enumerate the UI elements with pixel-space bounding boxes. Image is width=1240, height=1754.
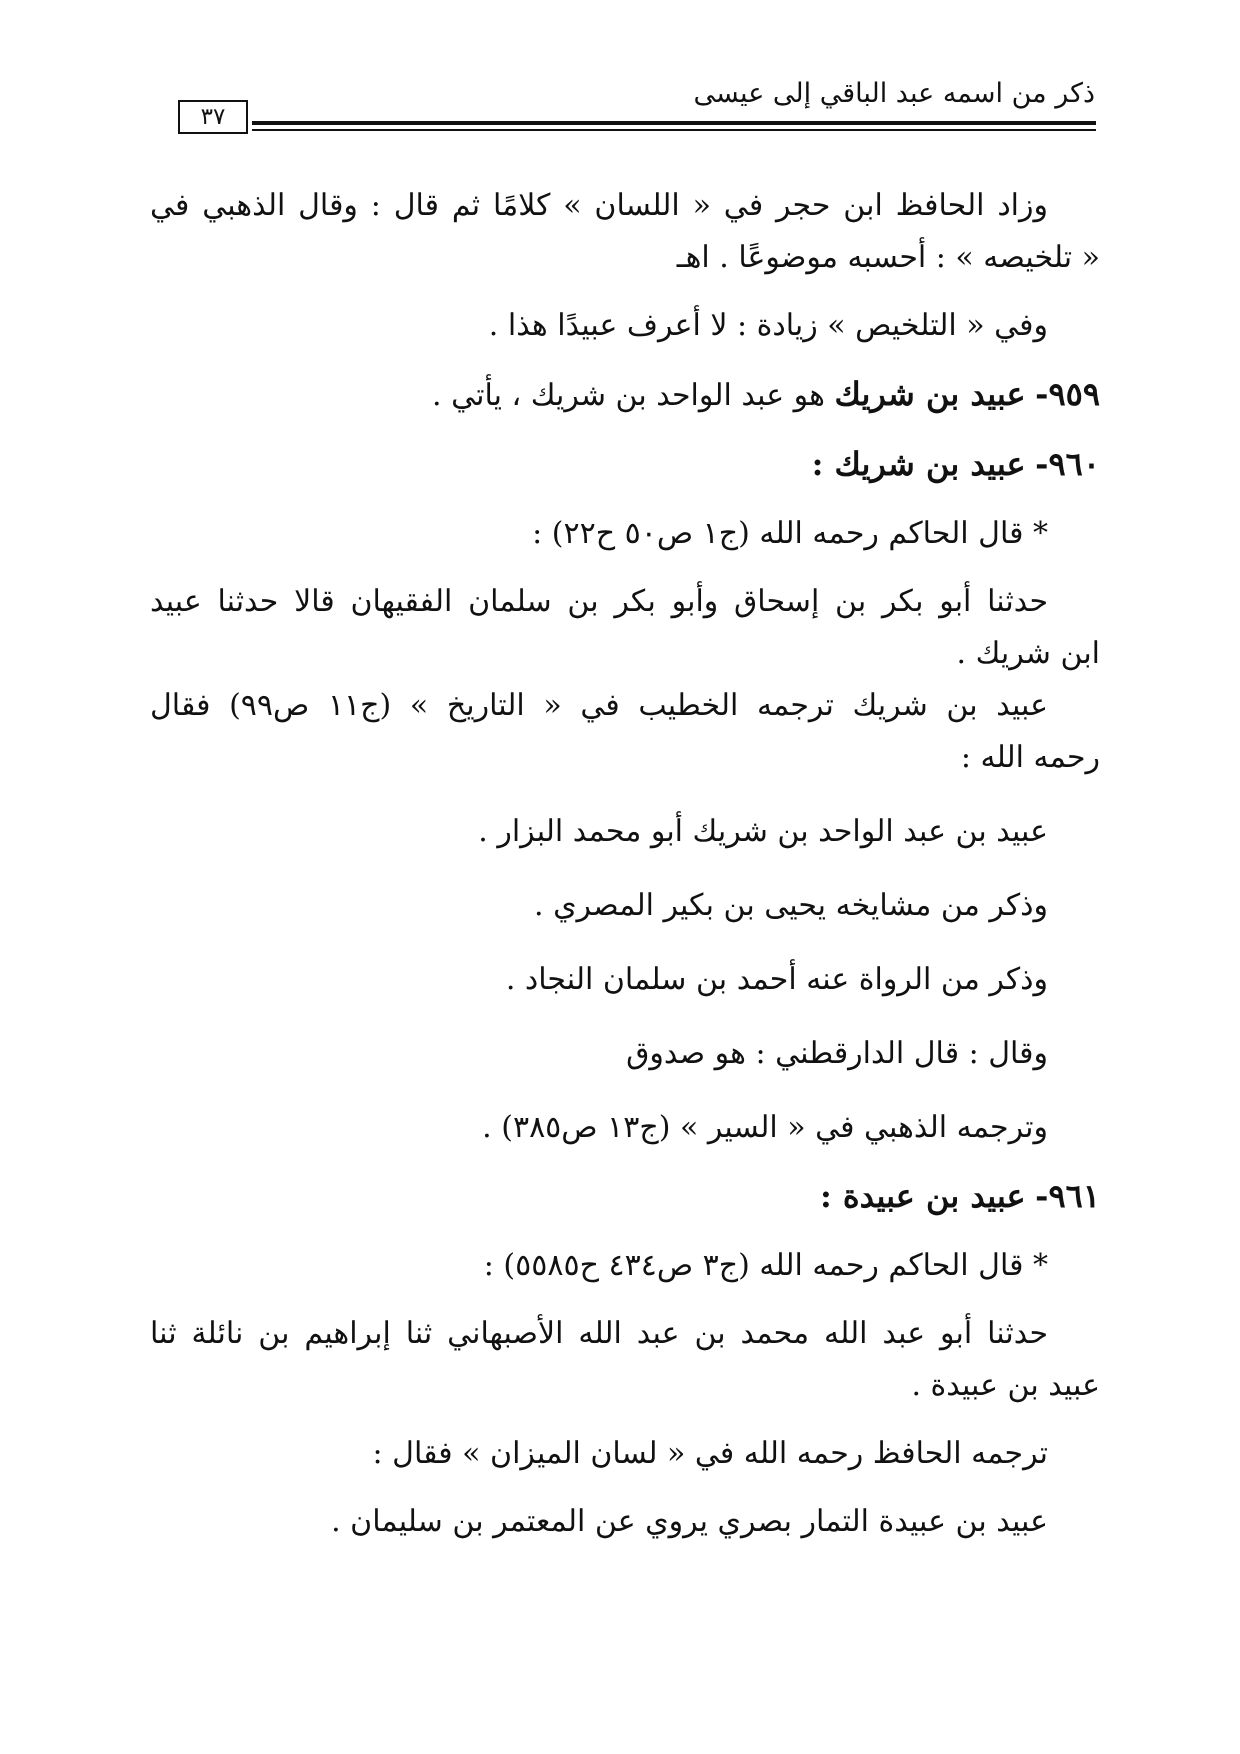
entry-name: عبيد بن شريك : [811, 445, 1026, 483]
header-rule-thin [252, 129, 1096, 131]
page-header [0, 0, 1240, 150]
text-line: وترجمه الذهبي في « السير » (ج١٣ ص٣٨٥) . [482, 1110, 1048, 1145]
text-line: رحمه الله : [960, 740, 1100, 775]
entry-961 [150, 1170, 1100, 1224]
text-line: عبيد بن عبد الواحد بن شريك أبو محمد البزار . [478, 814, 1048, 849]
entry-960 [150, 438, 1100, 492]
entry-959 [150, 368, 1100, 422]
running-title: ذكر من اسمه عبد الباقي إلى عيسى [693, 78, 1095, 109]
text-line: حدثنا أبو بكر بن إسحاق وأبو بكر بن سلمان الفقيهان قالا حدثنا عبيد [150, 584, 1048, 619]
text-line: عبيد بن عبيدة التمار بصري يروي عن المعتمر بن سليمان . [331, 1504, 1048, 1539]
entry-text: هو عبد الواحد بن شريك ، يأتي . [432, 378, 825, 413]
entry-number: ٩٦١- [1035, 1177, 1100, 1215]
text-line: * قال الحاكم رحمه الله (ج٣ ص٤٣٤ ح٥٥٨٥) : [483, 1248, 1048, 1283]
text-line: « تلخيصه » : أحسبه موضوعًا . اهـ [676, 240, 1100, 275]
text-line: ابن شريك . [956, 636, 1100, 671]
entry-name: عبيد بن عبيدة : [819, 1177, 1026, 1215]
entry-number: ٩٦٠- [1035, 445, 1100, 483]
text-line: وذكر من الرواة عنه أحمد بن سلمان النجاد . [505, 962, 1048, 997]
text-line: ترجمه الحافظ رحمه الله في « لسان الميزان » فقال : [372, 1436, 1048, 1471]
page-body [150, 180, 1100, 1548]
text-line: وقال : قال الدارقطني : هو صدوق [626, 1036, 1048, 1071]
header-rule-thick [252, 121, 1096, 125]
text-line: وذكر من مشايخه يحيى بن بكير المصري . [534, 888, 1048, 923]
text-line: وفي « التلخيص » زيادة : لا أعرف عبيدًا هذا . [488, 308, 1048, 343]
text-line: عبيد بن عبيدة . [911, 1368, 1100, 1403]
text-line: حدثنا أبو عبد الله محمد بن عبد الله الأصبهاني ثنا إبراهيم بن نائلة ثنا [150, 1316, 1048, 1351]
text-line: عبيد بن شريك ترجمه الخطيب في « التاريخ » (ج١١ ص٩٩) فقال [150, 688, 1048, 723]
entry-name: عبيد بن شريك [834, 375, 1026, 413]
page-number: ٣٧ [178, 100, 248, 134]
text-line: * قال الحاكم رحمه الله (ج١ ص٥٠ ح٢٢) : [532, 516, 1048, 551]
text-line: وزاد الحافظ ابن حجر في « اللسان » كلامًا ثم قال : وقال الذهبي في [150, 188, 1048, 223]
entry-number: ٩٥٩- [1035, 375, 1100, 413]
